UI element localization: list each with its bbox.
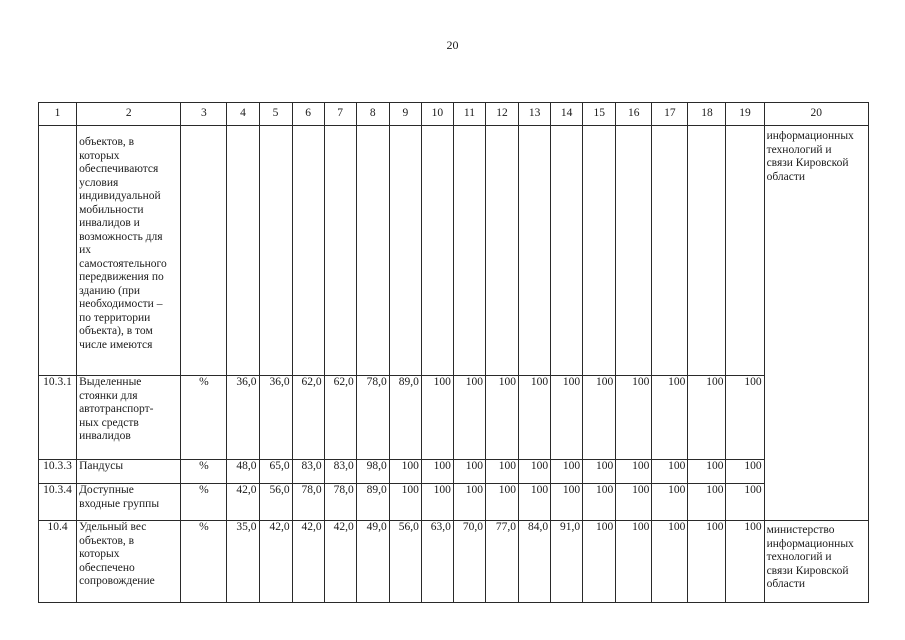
column-number-cell: 5 bbox=[259, 103, 292, 126]
value-cell: 100 bbox=[616, 376, 652, 460]
value-cell: 42,0 bbox=[227, 484, 259, 521]
value-cell: 100 bbox=[688, 460, 726, 484]
column-number-cell: 7 bbox=[324, 103, 356, 126]
value-cell: 100 bbox=[688, 376, 726, 460]
column-number-cell: 15 bbox=[583, 103, 616, 126]
column-number-cell: 1 bbox=[39, 103, 77, 126]
value-cell: 100 bbox=[652, 460, 688, 484]
value-cell: 100 bbox=[485, 376, 518, 460]
value-cell: 48,0 bbox=[227, 460, 259, 484]
value-cell bbox=[324, 126, 356, 376]
value-cell: 100 bbox=[726, 521, 764, 603]
value-cell: 100 bbox=[688, 484, 726, 521]
indicator-name-cell: Удельный вес объектов, в которых обеспечено сопровождение bbox=[77, 521, 181, 603]
value-cell bbox=[421, 126, 453, 376]
value-cell bbox=[259, 126, 292, 376]
page-number: 20 bbox=[446, 38, 459, 52]
value-cell bbox=[453, 126, 485, 376]
table-row bbox=[39, 460, 869, 484]
table-row bbox=[39, 126, 869, 376]
table-row bbox=[39, 376, 869, 460]
row-number-cell: 10.3.4 bbox=[39, 484, 77, 521]
value-cell: 100 bbox=[453, 460, 485, 484]
value-cell bbox=[726, 126, 764, 376]
value-cell: 100 bbox=[551, 484, 583, 521]
value-cell: 100 bbox=[583, 376, 616, 460]
unit-cell: % bbox=[181, 521, 227, 603]
value-cell: 100 bbox=[519, 376, 551, 460]
column-number-cell: 10 bbox=[421, 103, 453, 126]
value-cell bbox=[616, 126, 652, 376]
value-cell bbox=[292, 126, 324, 376]
column-number-cell: 13 bbox=[519, 103, 551, 126]
value-cell: 100 bbox=[421, 460, 453, 484]
column-number-cell: 4 bbox=[227, 103, 259, 126]
indicator-name-cell: Пандусы bbox=[77, 460, 181, 484]
value-cell: 100 bbox=[726, 484, 764, 521]
value-cell: 100 bbox=[389, 460, 421, 484]
table-row bbox=[39, 484, 869, 521]
column-number-cell: 2 bbox=[77, 103, 181, 126]
value-cell: 89,0 bbox=[356, 484, 389, 521]
value-cell bbox=[583, 126, 616, 376]
column-number-cell: 14 bbox=[551, 103, 583, 126]
value-cell: 89,0 bbox=[389, 376, 421, 460]
value-cell: 100 bbox=[519, 460, 551, 484]
indicator-name-cell: Доступные входные группы bbox=[77, 484, 181, 521]
value-cell bbox=[485, 126, 518, 376]
value-cell: 78,0 bbox=[324, 484, 356, 521]
value-cell: 100 bbox=[519, 484, 551, 521]
value-cell: 49,0 bbox=[356, 521, 389, 603]
value-cell: 100 bbox=[583, 484, 616, 521]
row-number-cell: 10.4 bbox=[39, 521, 77, 603]
value-cell bbox=[227, 126, 259, 376]
value-cell: 56,0 bbox=[389, 521, 421, 603]
value-cell: 100 bbox=[616, 521, 652, 603]
row-number-cell: 10.3.3 bbox=[39, 460, 77, 484]
value-cell: 100 bbox=[421, 376, 453, 460]
column-number-cell: 8 bbox=[356, 103, 389, 126]
value-cell: 42,0 bbox=[324, 521, 356, 603]
value-cell: 100 bbox=[726, 376, 764, 460]
column-number-cell: 20 bbox=[764, 103, 868, 126]
column-number-cell: 3 bbox=[181, 103, 227, 126]
value-cell bbox=[389, 126, 421, 376]
column-number-cell: 17 bbox=[652, 103, 688, 126]
value-cell bbox=[688, 126, 726, 376]
row-number-cell bbox=[39, 126, 77, 376]
table-row bbox=[39, 521, 869, 603]
value-cell: 98,0 bbox=[356, 460, 389, 484]
value-cell: 100 bbox=[421, 484, 453, 521]
column-number-cell: 6 bbox=[292, 103, 324, 126]
value-cell: 100 bbox=[551, 376, 583, 460]
column-number-cell: 18 bbox=[688, 103, 726, 126]
indicator-name-cell: объектов, в которых обеспечиваются условия индивидуальной мобильности инвалидов и возможность для их самостоятельного передвижения по зданию (при необходимости – по территории объекта), в том числе имеются bbox=[77, 126, 181, 376]
row-number-cell: 10.3.1 bbox=[39, 376, 77, 460]
value-cell: 42,0 bbox=[259, 521, 292, 603]
value-cell: 100 bbox=[453, 484, 485, 521]
column-number-cell: 11 bbox=[453, 103, 485, 126]
column-number-cell: 19 bbox=[726, 103, 764, 126]
value-cell: 70,0 bbox=[453, 521, 485, 603]
unit-cell: % bbox=[181, 484, 227, 521]
value-cell: 91,0 bbox=[551, 521, 583, 603]
value-cell: 65,0 bbox=[259, 460, 292, 484]
unit-cell: % bbox=[181, 460, 227, 484]
value-cell: 100 bbox=[688, 521, 726, 603]
value-cell: 100 bbox=[389, 484, 421, 521]
value-cell: 100 bbox=[652, 521, 688, 603]
column-number-cell: 9 bbox=[389, 103, 421, 126]
value-cell: 100 bbox=[485, 484, 518, 521]
value-cell: 84,0 bbox=[519, 521, 551, 603]
value-cell bbox=[519, 126, 551, 376]
value-cell: 35,0 bbox=[227, 521, 259, 603]
value-cell: 78,0 bbox=[292, 484, 324, 521]
value-cell: 100 bbox=[583, 521, 616, 603]
indicator-table bbox=[38, 102, 869, 603]
unit-cell: % bbox=[181, 376, 227, 460]
value-cell bbox=[551, 126, 583, 376]
column-number-cell: 12 bbox=[485, 103, 518, 126]
indicator-name-cell: Выделенные стоянки для автотранспорт- ных средств инвалидов bbox=[77, 376, 181, 460]
value-cell: 100 bbox=[616, 460, 652, 484]
value-cell: 83,0 bbox=[292, 460, 324, 484]
value-cell: 77,0 bbox=[485, 521, 518, 603]
value-cell: 100 bbox=[726, 460, 764, 484]
column-number-cell: 16 bbox=[616, 103, 652, 126]
value-cell: 100 bbox=[652, 484, 688, 521]
value-cell: 100 bbox=[485, 460, 518, 484]
value-cell: 62,0 bbox=[324, 376, 356, 460]
responsible-cell: информационных технологий и связи Кировской области bbox=[764, 126, 868, 521]
value-cell: 100 bbox=[583, 460, 616, 484]
value-cell: 83,0 bbox=[324, 460, 356, 484]
value-cell bbox=[652, 126, 688, 376]
value-cell: 100 bbox=[616, 484, 652, 521]
unit-cell bbox=[181, 126, 227, 376]
value-cell bbox=[356, 126, 389, 376]
value-cell: 62,0 bbox=[292, 376, 324, 460]
value-cell: 56,0 bbox=[259, 484, 292, 521]
value-cell: 100 bbox=[652, 376, 688, 460]
value-cell: 100 bbox=[453, 376, 485, 460]
value-cell: 36,0 bbox=[227, 376, 259, 460]
value-cell: 42,0 bbox=[292, 521, 324, 603]
value-cell: 36,0 bbox=[259, 376, 292, 460]
responsible-cell: министерство информационных технологий и связи Кировской области bbox=[764, 521, 868, 603]
value-cell: 63,0 bbox=[421, 521, 453, 603]
value-cell: 100 bbox=[551, 460, 583, 484]
value-cell: 78,0 bbox=[356, 376, 389, 460]
header-row bbox=[39, 103, 869, 126]
